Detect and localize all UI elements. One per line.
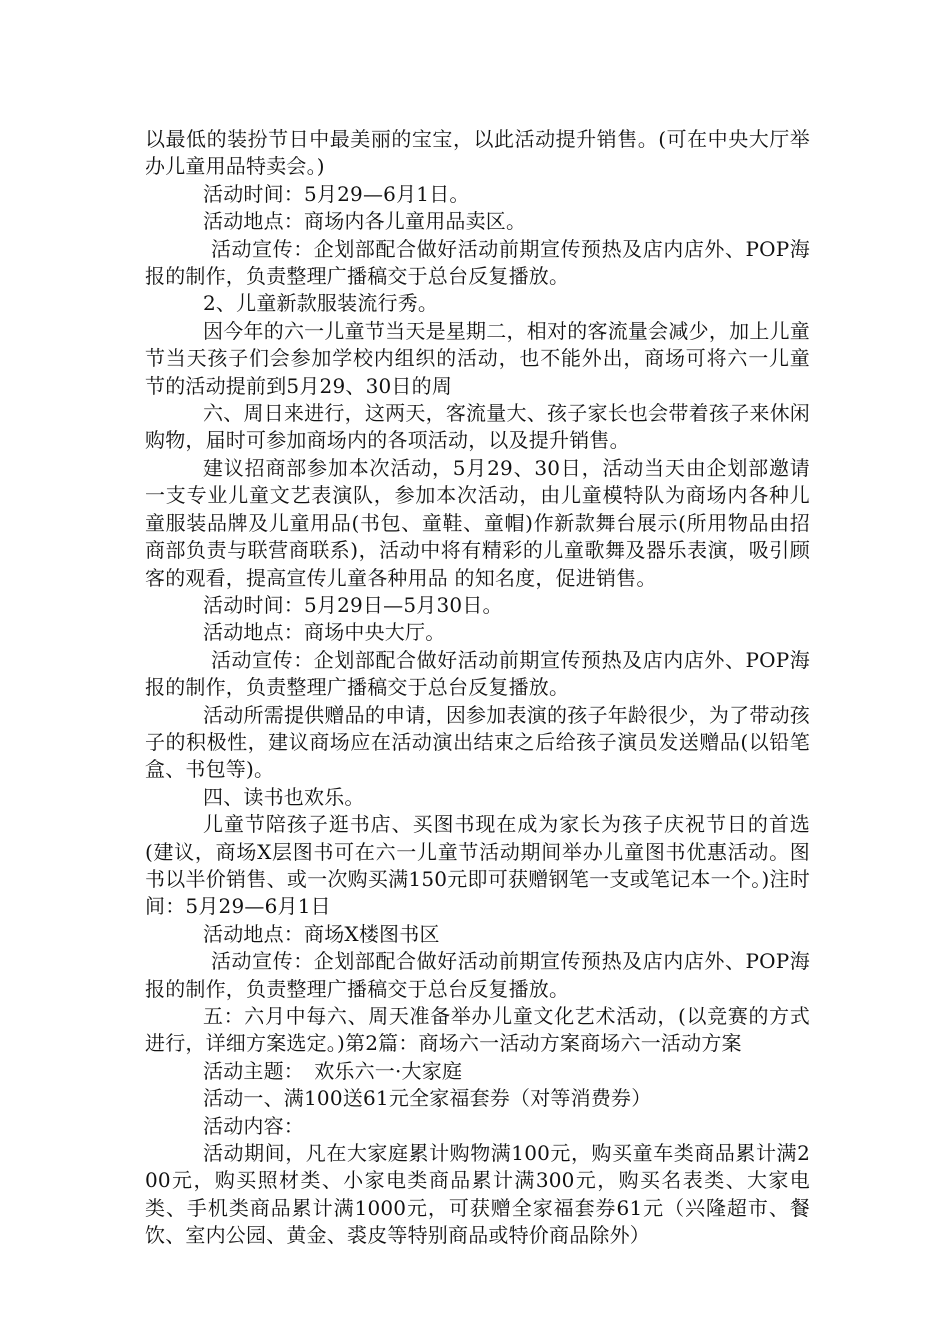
paragraph: 活动内容： — [203, 1113, 304, 1138]
paragraph: 活动时间：5月29日—5月30日。 — [203, 592, 503, 617]
paragraph: 活动所需提供赠品的申请，因参加表演的孩子年龄很少，为了带动孩子的积极性，建议商场应在活动演出结束之后给孩子演员发送赠品(以铅笔盒、书包等)。 — [145, 702, 810, 782]
paragraph: 建议招商部参加本次活动，5月29、30日，活动当天由企划部邀请一支专业儿童文艺表演队，参加本次活动，由儿童模特队为商场内各种儿童服装品牌及儿童用品(书包、童鞋、童帽)作新款舞台展示(所用物品由招商部负责与联营商联系)，活动中将有精彩的儿童歌舞及器乐表演，吸引顾客的观看，提高宣传儿童各种用品 的知名度，促进销售。 — [145, 455, 810, 590]
paragraph: 活动时间：5月29—6月1日。 — [203, 181, 470, 206]
document-body — [145, 126, 810, 1250]
paragraph: 活动地点：商场内各儿童用品卖区。 — [203, 209, 527, 234]
paragraph: 活动宣传：企划部配合做好活动前期宣传预热及店内店外、POP海报的制作，负责整理广播稿交于总台反复播放。 — [145, 647, 810, 700]
paragraph: 活动主题： 欢乐六一·大家庭 — [203, 1058, 463, 1083]
paragraph: 活动地点：商场中央大厅。 — [203, 620, 446, 645]
paragraph: 五：六月中每六、周天准备举办儿童文化艺术活动，(以竞赛的方式进行，详细方案选定。)第2篇：商场六一活动方案商场六一活动方案 — [145, 1004, 810, 1056]
paragraph: 儿童节陪孩子逛书店、买图书现在成为家长为孩子庆祝节日的首选(建议，商场X层图书可在六一儿童节活动期间举办儿童图书优惠活动。图书以半价销售、或一次购买满150元即可获赠钢笔一支或笔记本一个。)注时间：5月29—6月1日 — [145, 812, 810, 919]
paragraph: 活动宣传：企划部配合做好活动前期宣传预热及店内店外、POP海报的制作，负责整理广播稿交于总台反复播放。 — [145, 949, 810, 1001]
paragraph: 活动期间，凡在大家庭累计购物满100元，购买童车类商品累计满200元，购买照材类、小家电类商品累计满300元，购买名表类、大家电类、手机类商品累计满1000元，可获赠全家福套券61元（兴隆超市、餐饮、室内公园、黄金、裘皮等特别商品或特价商品除外） — [145, 1141, 810, 1248]
paragraph: 活动地点：商场X楼图书区 — [203, 921, 440, 946]
paragraph: 四、读书也欢乐。 — [203, 784, 365, 809]
paragraph: 活动宣传：企划部配合做好活动前期宣传预热及店内店外、POP海报的制作，负责整理广播稿交于总台反复播放。 — [145, 236, 810, 289]
paragraph: 活动一、满100送61元全家福套券（对等消费券） — [203, 1086, 652, 1111]
paragraph: 因今年的六一儿童节当天是星期二，相对的客流量会减少，加上儿童节当天孩子们会参加学校内组织的活动，也不能外出，商场可将六一儿童节的活动提前到5月29、30日的周 — [145, 318, 810, 398]
paragraph: 六、周日来进行，这两天，客流量大、孩子家长也会带着孩子来休闲购物，届时可参加商场内的各项活动，以及提升销售。 — [145, 401, 810, 453]
paragraph: 2、儿童新款服装流行秀。 — [203, 291, 439, 316]
paragraph: 以最低的装扮节日中最美丽的宝宝，以此活动提升销售。(可在中央大厅举办儿童用品特卖会。) — [145, 127, 810, 179]
